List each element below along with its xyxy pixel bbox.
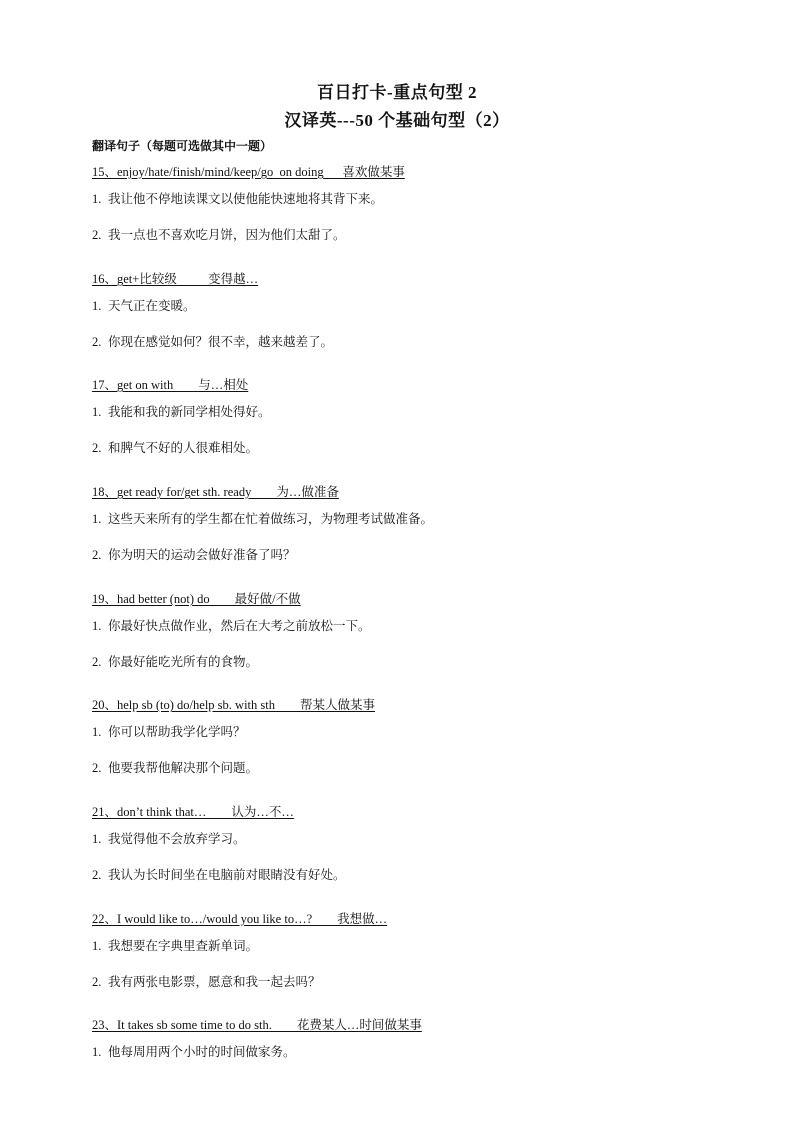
exercise-item xyxy=(92,298,712,325)
item-number: 2. xyxy=(92,761,102,775)
item-text: 我觉得他不会放弃学习。 xyxy=(108,832,246,846)
exercise-item xyxy=(92,938,712,965)
item-text: 天气正在变暖。 xyxy=(108,299,196,313)
exercise-item xyxy=(92,404,712,431)
item-number: 1. xyxy=(92,939,102,953)
pattern-heading xyxy=(92,911,712,929)
pattern-heading xyxy=(92,1017,712,1035)
sentence-pattern-17 xyxy=(92,377,712,467)
item-text: 我能和我的新同学相处得好。 xyxy=(108,405,271,419)
item-number: 1. xyxy=(92,619,102,633)
item-text: 你最好能吃光所有的食物。 xyxy=(108,655,259,669)
item-text: 他每周用两个小时的时间做家务。 xyxy=(108,1045,296,1059)
sentence-pattern-20 xyxy=(92,697,712,787)
exercise-item xyxy=(92,618,712,645)
item-number: 2. xyxy=(92,868,102,882)
sentence-pattern-21 xyxy=(92,804,712,894)
item-number: 2. xyxy=(92,975,102,989)
sentence-pattern-22 xyxy=(92,911,712,1001)
pattern-heading-text: 19、had better (not) do 最好做/不做 xyxy=(92,592,301,606)
pattern-heading-text: 21、don’t think that… 认为…不… xyxy=(92,805,294,819)
pattern-heading-text: 23、It takes sb some time to do sth. 花费某人…时间做某事 xyxy=(92,1018,422,1032)
pattern-heading-text: 15、enjoy/hate/finish/mind/keep/go on doing 喜欢做某事 xyxy=(92,165,405,179)
pattern-heading-text: 16、get+比较级 变得越… xyxy=(92,272,259,286)
item-number: 2. xyxy=(92,335,102,349)
item-number: 1. xyxy=(92,299,102,313)
sentence-pattern-18 xyxy=(92,484,712,574)
item-text: 这些天来所有的学生都在忙着做练习，为物理考试做准备。 xyxy=(108,512,434,526)
item-number: 2. xyxy=(92,548,102,562)
pattern-heading-text: 20、help sb (to) do/help sb. with sth 帮某人做某事 xyxy=(92,698,375,712)
item-number: 1. xyxy=(92,725,102,739)
pattern-heading xyxy=(92,804,712,822)
pattern-heading xyxy=(92,164,712,182)
exercise-item xyxy=(92,831,712,858)
item-text: 我想要在字典里查新单词。 xyxy=(108,939,259,953)
pattern-heading-text: 22、I would like to…/would you like to…? 我想做… xyxy=(92,912,388,926)
sentence-pattern-16 xyxy=(92,271,712,361)
document-title: 百日打卡-重点句型 2 xyxy=(317,83,477,102)
item-number: 2. xyxy=(92,228,102,242)
pattern-heading xyxy=(92,484,712,502)
pattern-heading xyxy=(92,697,712,715)
sentence-pattern-23 xyxy=(92,1017,712,1071)
item-number: 1. xyxy=(92,1045,102,1059)
item-text: 和脾气不好的人很难相处。 xyxy=(108,441,259,455)
item-number: 2. xyxy=(92,441,102,455)
pattern-heading xyxy=(92,377,712,395)
exercise-item xyxy=(92,334,712,361)
document-subtitle: 汉译英---50 个基础句型（2） xyxy=(284,111,510,130)
item-text: 他要我帮他解决那个问题。 xyxy=(108,761,259,775)
item-number: 1. xyxy=(92,192,102,206)
pattern-heading-text: 18、get ready for/get sth. ready 为…做准备 xyxy=(92,485,339,499)
exercise-item xyxy=(92,1044,712,1071)
item-text: 你为明天的运动会做好准备了吗？ xyxy=(108,548,296,562)
item-text: 我有两张电影票，愿意和我一起去吗？ xyxy=(108,975,321,989)
exercise-item xyxy=(92,191,712,218)
exercise-item xyxy=(92,547,712,574)
pattern-heading xyxy=(92,591,712,609)
pattern-heading xyxy=(92,271,712,289)
instruction-text: 翻译句子（每题可选做其中一题） xyxy=(92,139,273,153)
exercise-item xyxy=(92,974,712,1001)
item-text: 我让他不停地读课文以使他能快速地将其背下来。 xyxy=(108,192,384,206)
item-text: 我一点也不喜欢吃月饼，因为他们太甜了。 xyxy=(108,228,346,242)
sentence-pattern-19 xyxy=(92,591,712,681)
pattern-heading-text: 17、get on with 与…相处 xyxy=(92,378,249,392)
item-text: 你最好快点做作业，然后在大考之前放松一下。 xyxy=(108,619,371,633)
exercise-item xyxy=(92,654,712,681)
exercise-item xyxy=(92,440,712,467)
sentence-pattern-15 xyxy=(92,164,712,254)
item-number: 1. xyxy=(92,512,102,526)
exercise-item xyxy=(92,724,712,751)
exercise-item xyxy=(92,867,712,894)
item-text: 你可以帮助我学化学吗？ xyxy=(108,725,246,739)
exercise-item xyxy=(92,760,712,787)
item-text: 你现在感觉如何？很不幸，越来越差了。 xyxy=(108,335,334,349)
item-number: 1. xyxy=(92,405,102,419)
item-number: 2. xyxy=(92,655,102,669)
item-text: 我认为长时间坐在电脑前对眼睛没有好处。 xyxy=(108,868,346,882)
exercise-item xyxy=(92,511,712,538)
exercise-item xyxy=(92,227,712,254)
item-number: 1. xyxy=(92,832,102,846)
